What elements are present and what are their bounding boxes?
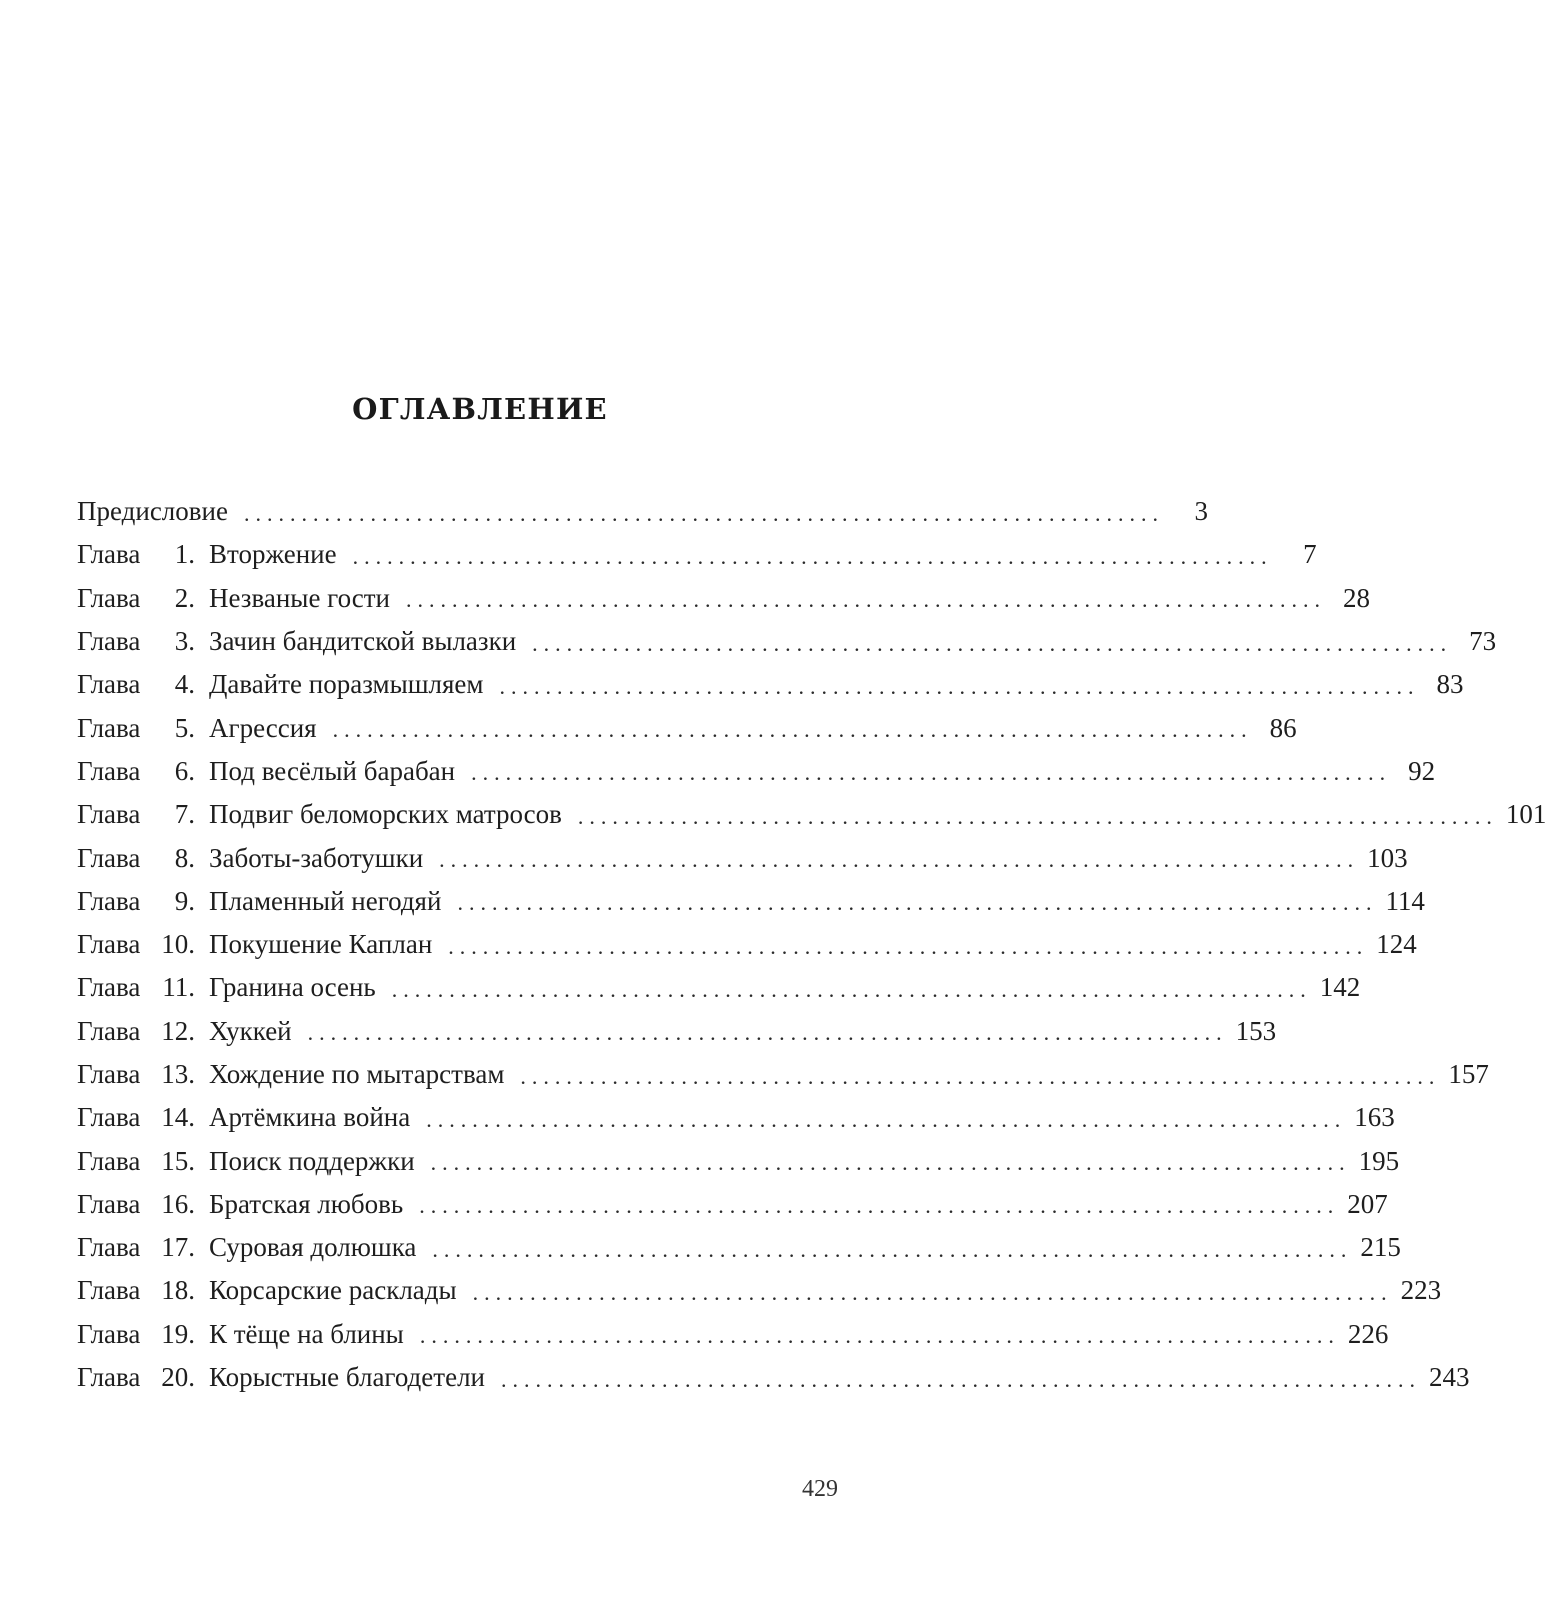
toc-entry-title: Гранина осень bbox=[209, 972, 376, 1003]
chapter-number: 13. bbox=[161, 1059, 195, 1089]
chapter-number: 9. bbox=[174, 885, 195, 916]
toc-entry-page: 163 bbox=[1354, 1102, 1395, 1133]
toc-entry-page: 92 bbox=[1408, 755, 1436, 786]
toc-entry-page: 215 bbox=[1360, 1232, 1401, 1263]
toc-entry-chapter[interactable] bbox=[77, 1269, 1442, 1312]
toc-entry-title: Корсарские расклады bbox=[209, 1275, 457, 1306]
toc-entry-title: Поиск поддержки bbox=[209, 1145, 415, 1176]
dot-leader: ................................................................................ bbox=[577, 803, 1498, 829]
chapter-number: 4. bbox=[174, 669, 195, 700]
toc-entry-chapter[interactable] bbox=[77, 533, 1317, 576]
dot-leader: ................................................................................ bbox=[426, 1106, 1347, 1132]
chapter-prefix: Глава bbox=[77, 626, 141, 657]
toc-entry-page: 3 bbox=[1194, 496, 1208, 527]
chapter-prefix: Глава bbox=[77, 799, 141, 830]
chapter-number: 14. bbox=[161, 1102, 195, 1133]
chapter-prefix: Глава bbox=[77, 842, 141, 873]
toc-entry-page: 195 bbox=[1358, 1145, 1400, 1176]
dot-leader: ................................................................................ bbox=[391, 976, 1312, 1002]
dot-leader: ................................................................................ bbox=[520, 1063, 1441, 1089]
dot-leader: ................................................................................ bbox=[439, 847, 1360, 873]
dot-leader: ................................................................................ bbox=[419, 1193, 1340, 1219]
chapter-prefix: Глава bbox=[77, 1059, 141, 1089]
toc-entry-title: Под весёлый барабан bbox=[209, 755, 456, 786]
chapter-number: 1. bbox=[174, 539, 195, 570]
toc-entry-page: 153 bbox=[1235, 1015, 1277, 1046]
toc-entry-title: Хождение по мытарствам bbox=[209, 1059, 505, 1089]
dot-leader: ................................................................................ bbox=[419, 1323, 1340, 1349]
dot-leader: ................................................................................ bbox=[405, 587, 1326, 613]
chapter-number: 12. bbox=[161, 1015, 195, 1046]
toc-entry-page: 226 bbox=[1347, 1318, 1389, 1349]
chapter-number: 10. bbox=[161, 929, 195, 960]
toc-entry-chapter[interactable] bbox=[77, 1053, 1489, 1096]
chapter-prefix: Глава bbox=[77, 755, 141, 786]
toc-entry-page: 86 bbox=[1269, 712, 1297, 743]
dot-leader: ................................................................................ bbox=[307, 1020, 1228, 1046]
dot-leader: ................................................................................ bbox=[432, 1236, 1353, 1262]
toc-entry-page: 142 bbox=[1319, 972, 1361, 1003]
toc-entry-chapter[interactable] bbox=[77, 1356, 1470, 1399]
chapter-number: 19. bbox=[161, 1318, 195, 1349]
dot-leader: ................................................................................ bbox=[448, 933, 1369, 959]
chapter-prefix: Глава bbox=[77, 885, 141, 916]
toc-entry-chapter[interactable] bbox=[77, 880, 1425, 923]
toc-entry-title: Зачин бандитской вылазки bbox=[209, 626, 517, 657]
chapter-number: 18. bbox=[161, 1275, 195, 1306]
chapter-number: 16. bbox=[161, 1188, 195, 1219]
chapter-prefix: Глава bbox=[77, 539, 141, 570]
chapter-prefix: Глава bbox=[77, 1362, 141, 1393]
chapter-prefix: Глава bbox=[77, 972, 141, 1003]
dot-leader: ................................................................................ bbox=[501, 1366, 1421, 1392]
toc-entry-title: Агрессия bbox=[209, 712, 317, 743]
toc-entry-chapter[interactable] bbox=[77, 793, 1546, 836]
toc-entry-title: Давайте поразмышляем bbox=[209, 669, 484, 700]
table-of-contents bbox=[77, 490, 1546, 1399]
page-number: 429 bbox=[802, 1476, 838, 1502]
toc-entry-chapter[interactable] bbox=[77, 1183, 1388, 1226]
toc-entry-chapter[interactable] bbox=[77, 1010, 1277, 1053]
toc-entry-page: 73 bbox=[1469, 626, 1497, 657]
toc-entry-title: Хуккей bbox=[209, 1015, 292, 1046]
chapter-number: 15. bbox=[161, 1145, 195, 1176]
toc-entry-title: Братская любовь bbox=[209, 1188, 404, 1219]
toc-entry-page: 207 bbox=[1347, 1188, 1388, 1219]
toc-entry-title: Заботы-заботушки bbox=[209, 842, 424, 873]
toc-entry-chapter[interactable] bbox=[77, 663, 1464, 706]
toc-entry-page: 7 bbox=[1303, 539, 1317, 570]
toc-entry-page: 103 bbox=[1367, 842, 1408, 873]
dot-leader: ................................................................................ bbox=[471, 760, 1392, 786]
chapter-prefix: Глава bbox=[77, 712, 141, 743]
chapter-prefix: Глава bbox=[77, 669, 141, 700]
toc-entry-title: Подвиг беломорских матросов bbox=[209, 799, 562, 830]
dot-leader: ................................................................................ bbox=[332, 717, 1253, 743]
dot-leader: ................................................................................ bbox=[499, 673, 1420, 699]
chapter-number: 11. bbox=[162, 972, 195, 1003]
chapter-prefix: Глава bbox=[77, 1015, 141, 1046]
chapter-number: 8. bbox=[174, 842, 195, 873]
chapter-number: 20. bbox=[161, 1362, 195, 1393]
toc-entry-chapter[interactable] bbox=[77, 1139, 1400, 1182]
toc-entry-chapter[interactable] bbox=[77, 836, 1408, 879]
dot-leader: ................................................................................ bbox=[430, 1150, 1351, 1176]
chapter-prefix: Глава bbox=[77, 929, 141, 960]
dot-leader: ................................................................................ bbox=[472, 1279, 1393, 1305]
toc-entry-chapter[interactable] bbox=[77, 966, 1361, 1009]
chapter-prefix: Глава bbox=[77, 1232, 141, 1263]
toc-entry-chapter[interactable] bbox=[77, 750, 1436, 793]
toc-entry-title: Корыстные благодетели bbox=[209, 1362, 485, 1393]
chapter-prefix: Глава bbox=[77, 1275, 141, 1306]
toc-entry-page: 114 bbox=[1385, 885, 1425, 916]
toc-entry-page: 157 bbox=[1448, 1059, 1489, 1089]
toc-entry-title: Незваные гости bbox=[209, 582, 390, 613]
chapter-number: 7. bbox=[174, 799, 195, 830]
chapter-prefix: Глава bbox=[77, 582, 141, 613]
toc-entry-title: Предисловие bbox=[77, 496, 228, 527]
toc-entry-title: Вторжение bbox=[209, 539, 337, 570]
chapter-prefix: Глава bbox=[77, 1102, 141, 1133]
dot-leader: ................................................................................ bbox=[243, 500, 1164, 526]
toc-entry-chapter[interactable] bbox=[77, 1313, 1389, 1356]
toc-entry-page: 83 bbox=[1436, 669, 1464, 700]
toc-entry-chapter[interactable] bbox=[77, 620, 1497, 663]
toc-entry-page: 243 bbox=[1429, 1362, 1470, 1393]
toc-entry-chapter[interactable] bbox=[77, 577, 1370, 620]
toc-entry-page: 101 bbox=[1505, 799, 1546, 830]
toc-entry-title: Пламенный негодяй bbox=[209, 885, 442, 916]
chapter-prefix: Глава bbox=[77, 1145, 141, 1176]
chapter-number: 5. bbox=[174, 712, 195, 743]
page-title: ОГЛАВЛЕНИЕ bbox=[352, 392, 608, 426]
toc-entry-title: Артёмкина война bbox=[209, 1102, 411, 1133]
toc-entry-preface[interactable] bbox=[77, 490, 1208, 533]
toc-entry-chapter[interactable] bbox=[77, 1226, 1401, 1269]
toc-entry-chapter[interactable] bbox=[77, 923, 1417, 966]
toc-entry-chapter[interactable] bbox=[77, 1096, 1395, 1139]
toc-entry-title: К тёще на блины bbox=[209, 1318, 404, 1349]
toc-entry-chapter[interactable] bbox=[77, 706, 1297, 749]
dot-leader: ................................................................................ bbox=[352, 543, 1273, 569]
toc-entry-page: 28 bbox=[1342, 582, 1370, 613]
dot-leader: ................................................................................ bbox=[532, 630, 1453, 656]
chapter-prefix: Глава bbox=[77, 1188, 141, 1219]
toc-entry-page: 124 bbox=[1376, 929, 1417, 960]
toc-entry-title: Суровая долюшка bbox=[209, 1232, 417, 1263]
chapter-number: 6. bbox=[174, 755, 195, 786]
chapter-prefix: Глава bbox=[77, 1318, 141, 1349]
chapter-number: 17. bbox=[161, 1232, 195, 1263]
toc-entry-page: 223 bbox=[1400, 1275, 1442, 1306]
dot-leader: ................................................................................ bbox=[457, 890, 1378, 916]
chapter-number: 3. bbox=[174, 626, 195, 657]
chapter-number: 2. bbox=[174, 582, 195, 613]
toc-entry-title: Покушение Каплан bbox=[209, 929, 433, 960]
